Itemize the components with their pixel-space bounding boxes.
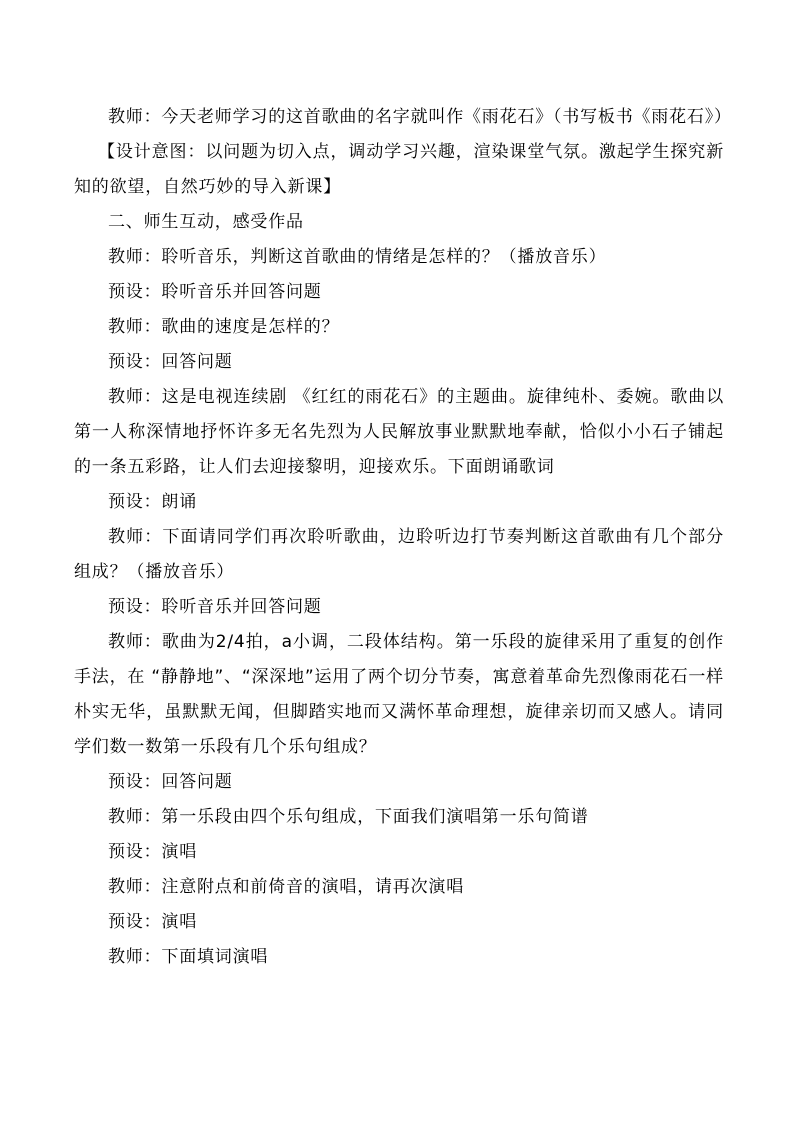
paragraph-teacher-analysis: 教师：歌曲为2/4拍，a小调，二段体结构。第一乐段的旋律采用了重复的创作手法，在 “静静地”、“深深地”运用了两个切分节奏，寓意着革命先烈像雨花石一样朴实无华，虽默默无闻，但脚踏实地而又满怀革命理想，旋律亲切而又感人。请同学们数一数第一乐段有几个乐句组成？ <box>74 632 724 757</box>
paragraph-teacher-q2: 教师：歌曲的速度是怎样的？ <box>108 317 340 337</box>
paragraph-teacher-background: 教师：这是电视连续剧 《红红的雨花石》的主题曲。旋律纯朴、委婉。歌曲以第一人称深情地抒怀许多无名先烈为人民解放事业默默地奉献，恰似小小石子铺起的一条五彩路，让人们去迎接黎明，迎接欢乐。下面朗诵歌词 <box>74 387 724 477</box>
paragraph-teacher-intro: 教师：今天老师学习的这首歌曲的名字就叫作《雨花石》（书写板书《雨花石》） <box>108 107 732 127</box>
paragraph-preset-5: 预设：回答问题 <box>108 772 233 792</box>
paragraph-preset-2: 预设：回答问题 <box>108 352 233 372</box>
paragraph-teacher-lyrics: 教师：下面填词演唱 <box>108 947 269 967</box>
section-heading: 二、师生互动，感受作品 <box>108 212 304 232</box>
paragraph-teacher-phrase: 教师：第一乐段由四个乐句组成，下面我们演唱第一乐句简谱 <box>108 807 589 827</box>
paragraph-preset-7: 预设：演唱 <box>108 912 197 932</box>
lesson-text <box>74 100 732 975</box>
paragraph-design-intent: 【设计意图：以问题为切入点，调动学习兴趣，渲染课堂气氛。激起学生探究新知的欲望，自然巧妙的导入新课】 <box>74 142 724 197</box>
paragraph-teacher-tip: 教师：注意附点和前倚音的演唱，请再次演唱 <box>108 877 464 897</box>
paragraph-teacher-q1: 教师：聆听音乐，判断这首歌曲的情绪是怎样的？（播放音乐） <box>108 247 607 267</box>
paragraph-preset-6: 预设：演唱 <box>108 842 197 862</box>
paragraph-preset-4: 预设：聆听音乐并回答问题 <box>108 597 322 617</box>
paragraph-teacher-q3: 教师：下面请同学们再次聆听歌曲，边聆听边打节奏判断这首歌曲有几个部分组成？（播放音乐） <box>74 527 724 582</box>
paragraph-preset-3: 预设：朗诵 <box>108 492 197 512</box>
paragraph-preset-1: 预设：聆听音乐并回答问题 <box>108 282 322 302</box>
